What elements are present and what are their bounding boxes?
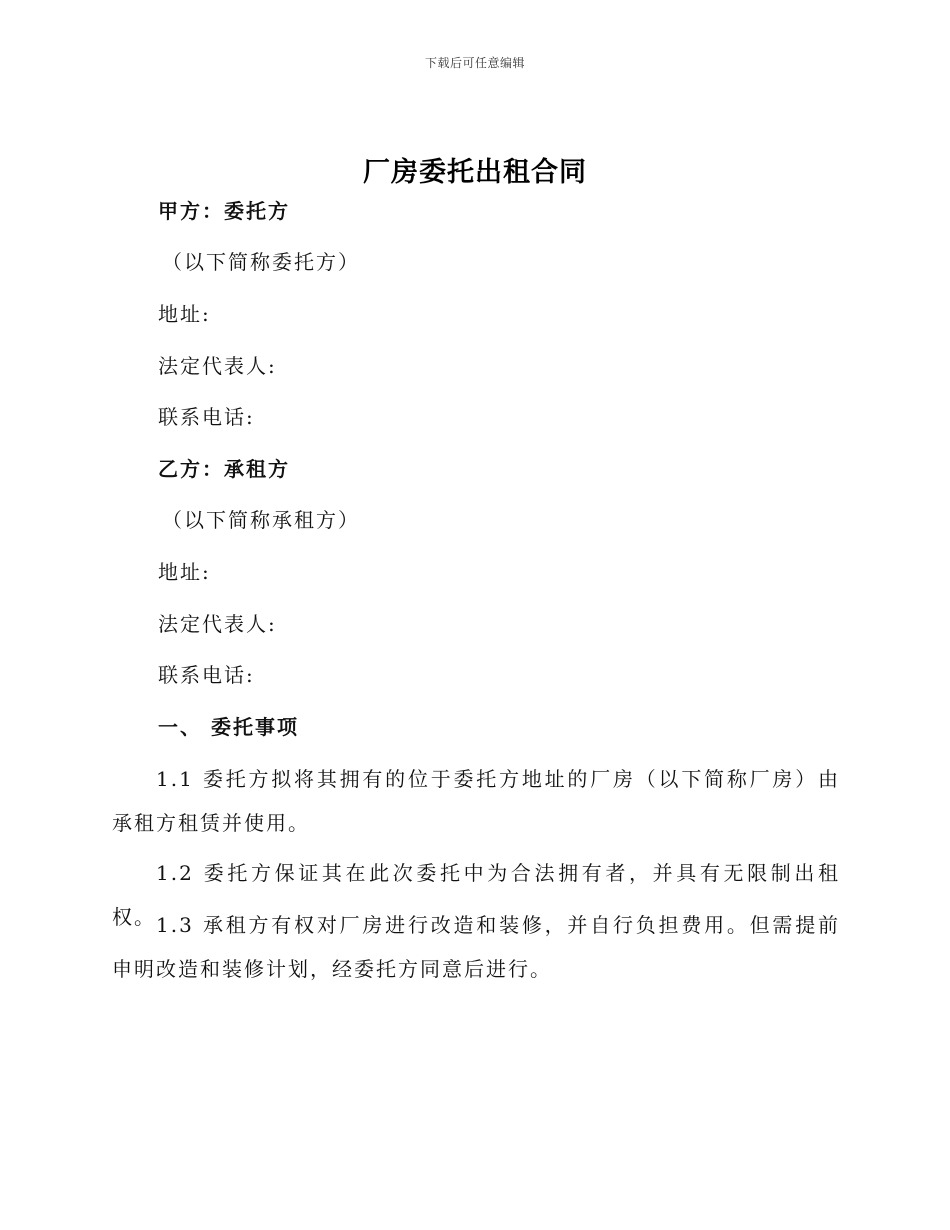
party-a-address-label: 地址: bbox=[158, 302, 211, 326]
document-title: 厂房委托出租合同 bbox=[363, 157, 587, 188]
clause-1-2: 1.2 委托方保证其在此次委托中为合法拥有者，并具有无限制出租权。 bbox=[112, 861, 840, 929]
party-b-alias: （以下简称承租方） bbox=[162, 508, 360, 532]
clause-1-3: 1.3 承租方有权对厂房进行改造和装修，并自行负担费用。但需提前申明改造和装修计划，经委托方同意后进行。 bbox=[112, 913, 840, 981]
party-b-heading: 乙方：承租方 bbox=[158, 457, 290, 481]
party-a-heading: 甲方：委托方 bbox=[158, 199, 290, 223]
party-b-address-label: 地址: bbox=[158, 560, 211, 584]
party-b-phone-label: 联系电话: bbox=[158, 663, 255, 687]
header-note: 下载后可任意编辑 bbox=[424, 56, 525, 70]
section-1-heading: 一、 委托事项 bbox=[158, 715, 299, 739]
party-a-rep-label: 法定代表人: bbox=[158, 354, 277, 378]
party-a-alias: （以下简称委托方） bbox=[162, 250, 360, 274]
party-a-phone-label: 联系电话: bbox=[158, 405, 255, 429]
party-b-rep-label: 法定代表人: bbox=[158, 612, 277, 636]
clause-1-1: 1.1 委托方拟将其拥有的位于委托方地址的厂房（以下简称厂房）由承租方租赁并使用。 bbox=[112, 767, 840, 835]
